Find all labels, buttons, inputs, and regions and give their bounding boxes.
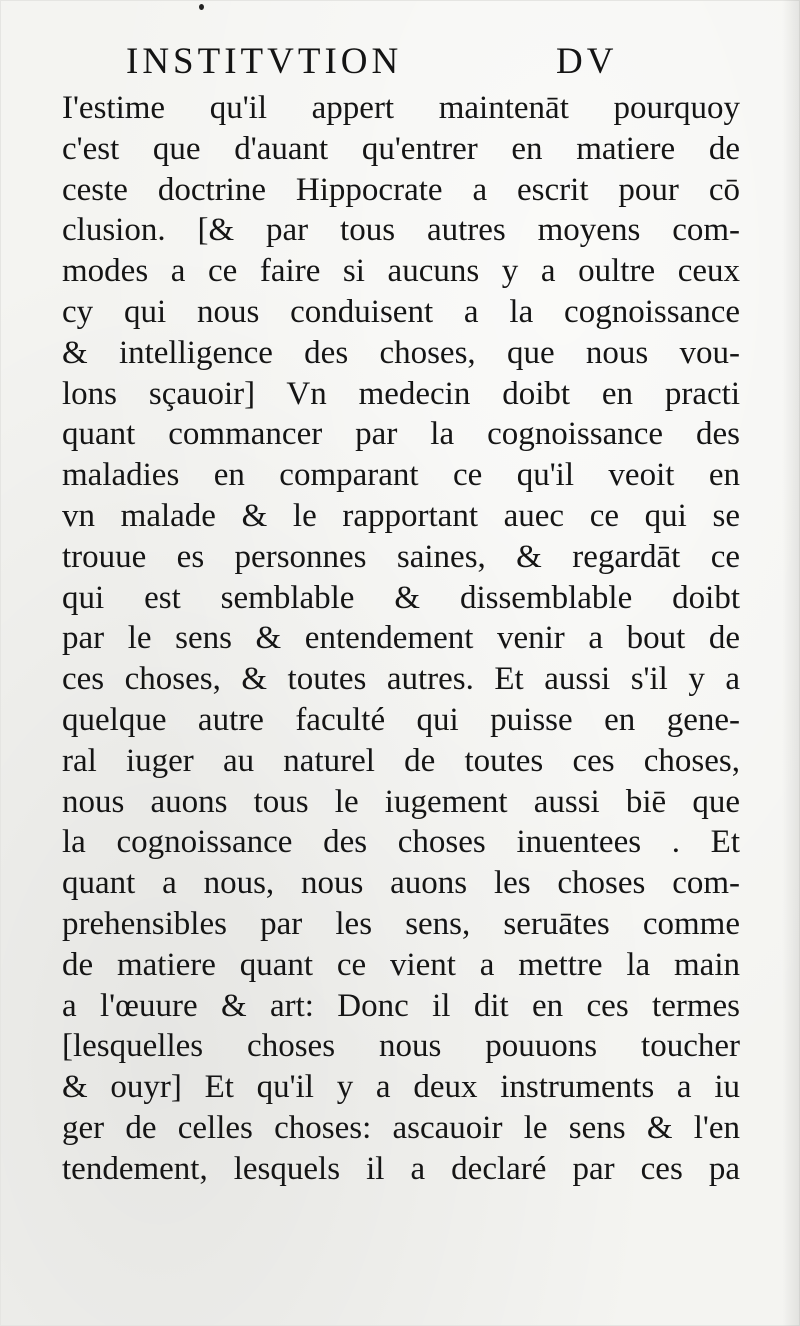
ink-speck <box>199 4 204 10</box>
text-line: & intelligence des choses, que nous vou- <box>62 334 740 371</box>
text-line: quelque autre faculté qui puisse en gene- <box>62 701 740 738</box>
text-line: qui est semblable & dissemblable doibt <box>62 579 740 616</box>
text-line: c'est que d'auant qu'entrer en matiere de <box>62 130 740 167</box>
running-header-left: INSTITVTION <box>126 41 403 82</box>
text-line: I'estime qu'il appert maintenāt pourquoy <box>62 90 740 126</box>
text-line: tendement, lesquels il a declaré par ces pa <box>62 1150 740 1187</box>
text-line: a l'œuure & art: Donc il dit en ces termes <box>62 987 740 1024</box>
text-line: & ouyr] Et qu'il y a deux instruments a iu <box>62 1069 740 1106</box>
text-line: nous auons tous le iugement aussi biē que <box>62 783 740 820</box>
text-line: par le sens & entendement venir a bout de <box>62 620 740 657</box>
text-line: lons sçauoir] Vn medecin doibt en practi <box>62 375 740 412</box>
text-line: quant a nous, nous auons les choses com- <box>62 865 740 902</box>
running-header <box>126 37 646 87</box>
text-line: clusion. [& par tous autres moyens com- <box>62 212 740 249</box>
text-line: de matiere quant ce vient a mettre la main <box>62 946 740 983</box>
text-line: modes a ce faire si aucuns y a oultre ceux <box>62 253 740 290</box>
text-line: ger de celles choses: ascauoir le sens & l'en <box>62 1109 740 1146</box>
text-line: [lesquelles choses nous pouuons toucher <box>62 1028 740 1065</box>
text-line: ral iuger au naturel de toutes ces choses, <box>62 742 740 779</box>
body-text <box>62 88 740 1190</box>
text-line: prehensibles par les sens, seruātes comme <box>62 905 740 942</box>
text-line: cy qui nous conduisent a la cognoissance <box>62 293 740 330</box>
text-line: ceste doctrine Hippocrate a escrit pour cō <box>62 171 740 208</box>
text-line: maladies en comparant ce qu'il veoit en <box>62 457 740 494</box>
page-edge-shadow <box>782 0 800 1326</box>
text-line: quant commancer par la cognoissance des <box>62 416 740 453</box>
text-line: ces choses, & toutes autres. Et aussi s'il y a <box>62 661 740 698</box>
text-line: vn malade & le rapportant auec ce qui se <box>62 497 740 534</box>
text-line: la cognoissance des choses inuentees . Et <box>62 824 740 861</box>
running-header-right: DV <box>556 41 618 82</box>
text-line: trouue es personnes saines, & regardāt ce <box>62 538 740 575</box>
